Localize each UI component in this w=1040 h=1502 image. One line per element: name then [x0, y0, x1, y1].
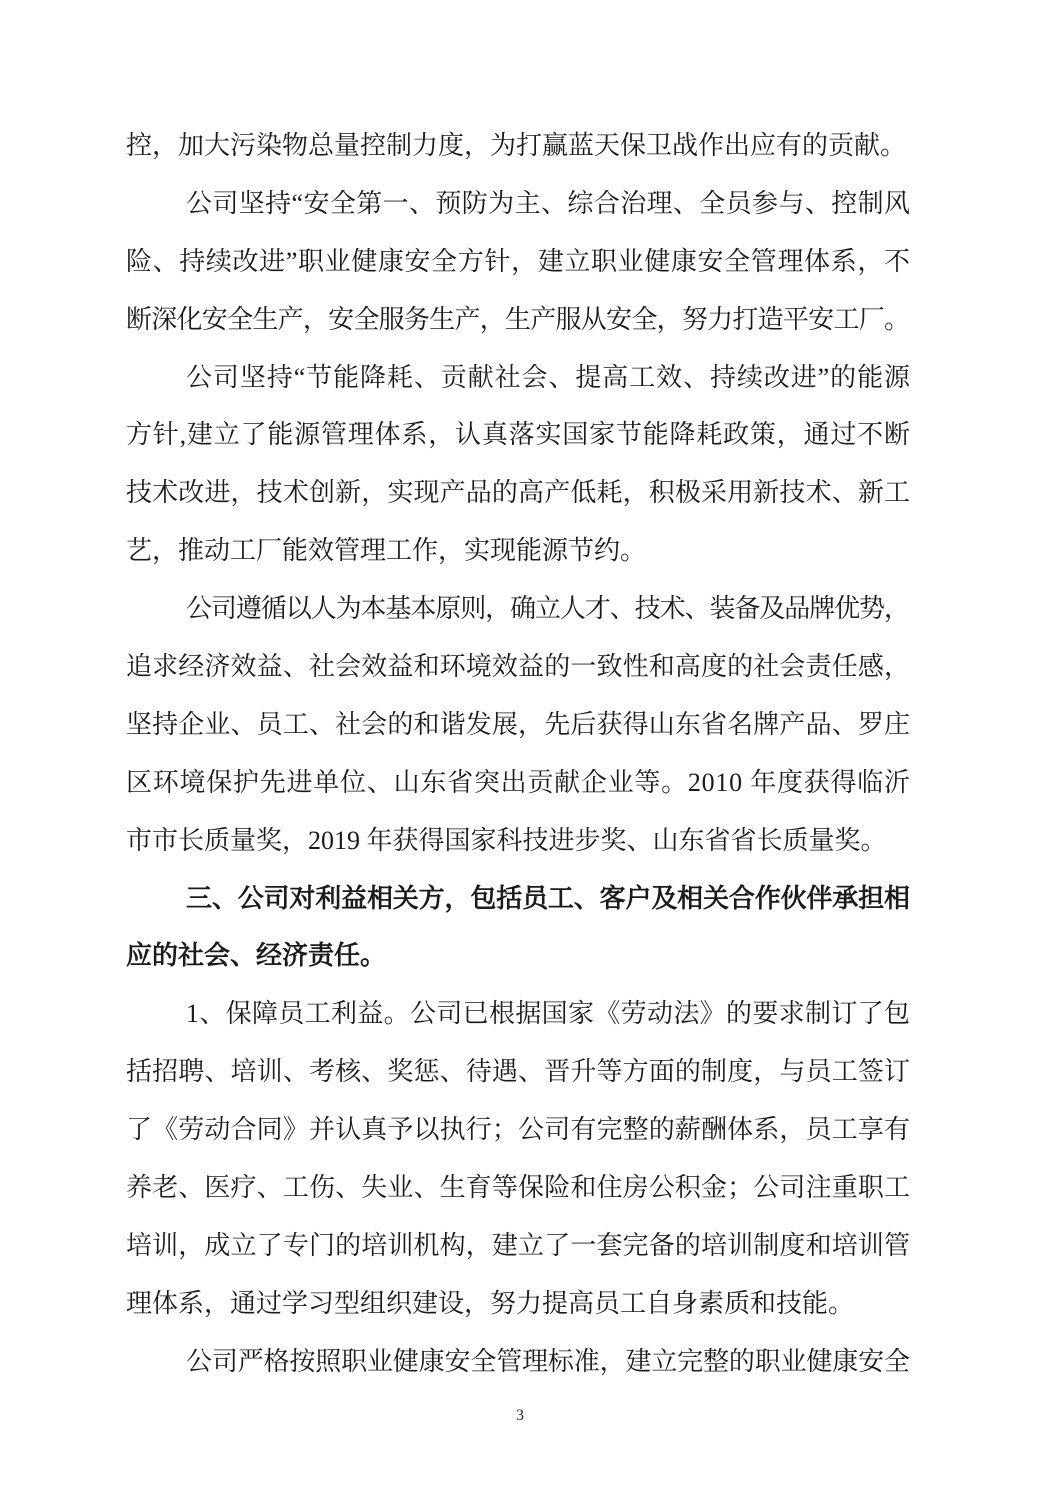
text-line: [126, 117, 910, 175]
text-line-content: 培训，成立了专门的培训机构，建立了一套完备的培训制度和培训管: [126, 1230, 911, 1260]
text-line: [126, 638, 910, 696]
text-line-content: 区环境保护先进单位、山东省突出贡献企业等。2010 年度获得临沂: [126, 767, 911, 797]
text-line-content: 艺，推动工厂能效管理工作，实现能源节约。: [126, 536, 647, 566]
text-line: [126, 233, 910, 291]
para-people-oriented-awards: [126, 580, 910, 869]
para-energy-policy: [126, 349, 910, 581]
text-line: [126, 754, 910, 812]
text-line-content: 括招聘、培训、考核、奖惩、待遇、晋升等方面的制度，与员工签订: [126, 1057, 911, 1087]
para-ohs-standard-continues: [126, 1333, 910, 1391]
text-line-content: 应的社会、经济责任。: [126, 940, 387, 971]
text-line-content: 养老、医疗、工伤、失业、生育等保险和住房公积金；公司注重职工: [126, 1173, 911, 1203]
text-line-content: 公司遵循以人为本基本原则，确立人才、技术、装备及品牌优势，: [186, 594, 909, 624]
page-number: 3: [516, 1407, 524, 1424]
heading-section-three: [126, 870, 910, 986]
text-line-content: 三、公司对利益相关方，包括员工、客户及相关合作伙伴承担相: [186, 882, 910, 913]
text-line: [126, 1275, 910, 1333]
text-line-content: 控，加大污染物总量控制力度，为打赢蓝天保卫战作出应有的贡献。: [126, 131, 907, 160]
text-line-content: 1、保障员工利益。公司已根据国家《劳动法》的要求制订了包: [186, 999, 911, 1029]
text-line: [126, 696, 910, 754]
text-line: [126, 870, 910, 928]
text-line-content: 了《劳动合同》并认真予以执行；公司有完整的薪酬体系，员工享有: [126, 1115, 911, 1145]
text-line: [126, 985, 910, 1043]
text-line: [126, 927, 910, 985]
text-line: [126, 291, 910, 349]
text-line-content: 险、持续改进”职业健康安全方针，建立职业健康安全管理体系，不: [126, 246, 911, 276]
text-line: [126, 1333, 910, 1391]
text-line: [126, 1101, 910, 1159]
text-line: [126, 1217, 910, 1275]
text-line: [126, 464, 910, 522]
text-line: [126, 349, 910, 407]
text-line: [126, 175, 910, 233]
text-line-content: 坚持企业、员工、社会的和谐发展，先后获得山东省名牌产品、罗庄: [126, 709, 911, 739]
text-line: [126, 406, 910, 464]
para-employee-benefits: [126, 985, 910, 1332]
text-line-content: 方针,建立了能源管理体系，认真落实国家节能降耗政策，通过不断: [126, 420, 911, 450]
text-line-content: 追求经济效益、社会效益和环境效益的一致性和高度的社会责任感，: [126, 652, 911, 682]
text-line-content: 技术改进，技术创新，实现产品的高产低耗，积极采用新技术、新工: [126, 478, 911, 508]
text-line-content: 公司坚持“安全第一、预防为主、综合治理、全员参与、控制风: [186, 188, 911, 218]
text-line-content: 市市长质量奖，2019 年获得国家科技进步奖、山东省省长质量奖。: [126, 825, 887, 855]
document-body: [126, 117, 910, 1391]
text-line: [126, 522, 910, 580]
text-line-content: 理体系，通过学习型组织建设，努力提高员工自身素质和技能。: [126, 1288, 855, 1318]
para-pollution-control-continued: [126, 117, 910, 175]
text-line-content: 断深化安全生产，安全服务生产，生产服从安全，努力打造平安工厂。: [126, 304, 910, 334]
text-line: [126, 1159, 910, 1217]
text-line: [126, 812, 910, 870]
text-line: [126, 580, 910, 638]
text-line-content: 公司坚持“节能降耗、贡献社会、提高工效、持续改进”的能源: [186, 362, 911, 392]
text-line-content: 公司严格按照职业健康安全管理标准，建立完整的职业健康安全: [186, 1346, 910, 1376]
para-safety-policy: [126, 175, 910, 349]
text-line: [126, 1043, 910, 1101]
